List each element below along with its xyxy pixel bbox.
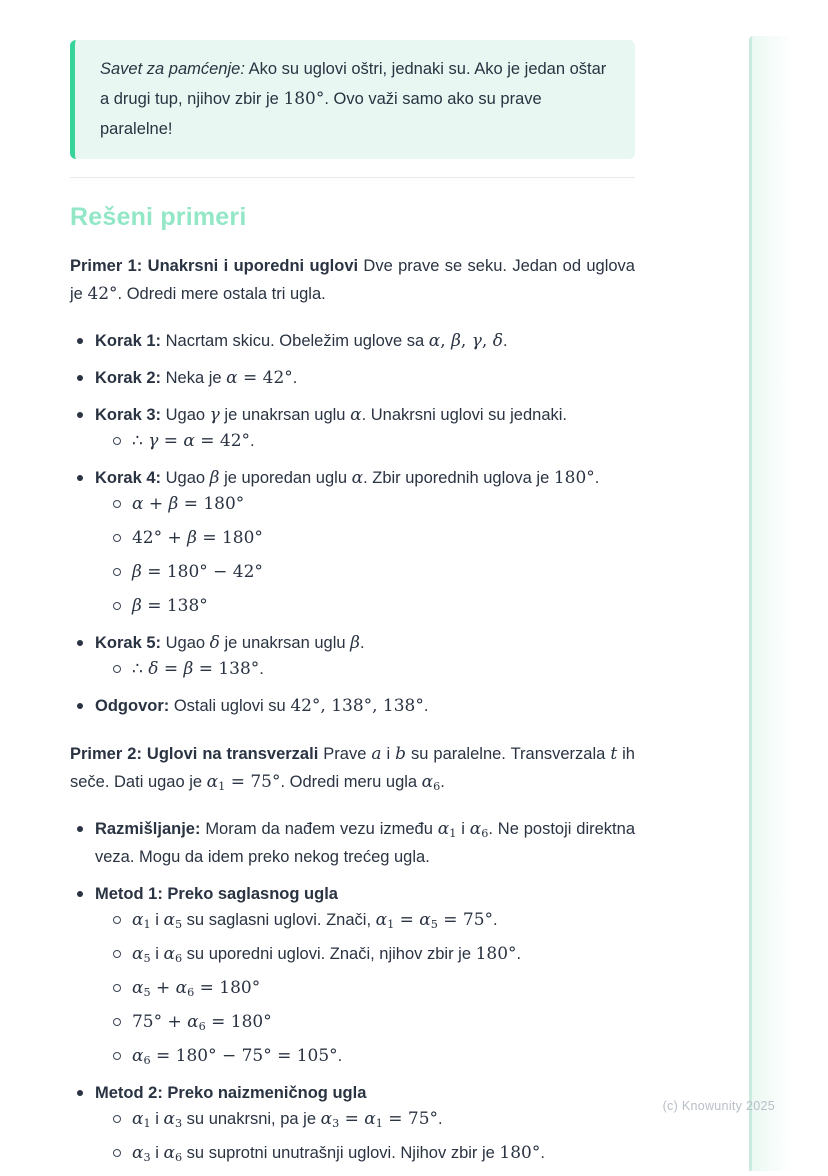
math-text: α: [187, 1012, 199, 1032]
text-segment: su paralelne. Transverzala: [406, 745, 611, 763]
math-text: α: [132, 910, 144, 930]
math-text: α: [163, 1109, 175, 1129]
text-segment: . Zbir uporednih uglova je: [363, 469, 554, 487]
tip-callout: [70, 40, 635, 159]
list-item: [70, 1079, 635, 1167]
page-content: [70, 40, 635, 1176]
text-segment: ih seče. Dati ugao je: [70, 745, 635, 791]
math-text: α = 42°: [226, 368, 293, 388]
bold-text: Korak 2:: [95, 369, 162, 387]
list-item: [70, 880, 635, 1070]
bold-text: Korak 4:: [95, 469, 162, 487]
math-text: = 75°: [437, 910, 494, 930]
text-segment: i: [456, 820, 470, 838]
bold-text: Razmišljanje:: [95, 820, 201, 838]
math-subscript: 5: [143, 985, 151, 999]
text-segment: Ugao: [161, 406, 210, 424]
sub-list-item: [107, 1139, 635, 1167]
text-segment: .: [259, 660, 264, 678]
math-text: ∴ δ = β = 138°: [132, 659, 260, 679]
math-text: 42° + β = 180°: [132, 528, 263, 548]
math-text: β = 180° − 42°: [132, 562, 263, 582]
text-segment: Ugao: [161, 469, 210, 487]
math-text: b: [395, 744, 407, 764]
sub-list: [95, 1105, 635, 1167]
primer-1-paragraph: [70, 252, 635, 308]
text-segment: .: [516, 945, 522, 963]
bold-text: Odgovor:: [95, 697, 170, 715]
bold-text: Korak 1:: [95, 332, 162, 350]
text-segment: Dve prave se seku. Jedan od uglova je: [70, 257, 635, 303]
sub-list-item: [107, 1008, 635, 1036]
section-divider: [70, 177, 635, 178]
text-segment: .: [359, 634, 365, 652]
list-item: [70, 692, 635, 720]
math-text: a: [371, 744, 382, 764]
text-segment: Ugao: [161, 634, 210, 652]
math-subscript: 6: [143, 1053, 151, 1067]
sub-list: [95, 906, 635, 1070]
text-segment: .: [438, 1110, 443, 1128]
list-item: [70, 629, 635, 683]
text-segment: . Ne postoji direktna veza. Mogu da idem preko nekog trećeg ugla.: [95, 820, 635, 866]
math-subscript: 6: [198, 1019, 206, 1033]
bold-text: Metod 1: Preko saglasnog ugla: [95, 885, 338, 903]
math-subscript: 6: [481, 826, 489, 840]
text-segment: Nacrtam skicu. Obeležim uglove sa: [161, 332, 429, 350]
list-item: [70, 327, 635, 355]
text-segment: i: [150, 1144, 164, 1162]
math-text: 180°: [475, 944, 517, 964]
text-segment: . Unakrsni uglovi su jednaki.: [361, 406, 567, 424]
math-subscript: 1: [387, 917, 395, 931]
math-text: α: [163, 910, 175, 930]
math-text: 42°: [87, 284, 118, 304]
text-segment: Neka je: [161, 369, 227, 387]
math-text: α: [421, 772, 434, 792]
text-segment: su saglasni uglovi. Znači,: [182, 911, 376, 929]
text-segment: .: [493, 911, 498, 929]
math-text: α: [364, 1109, 376, 1129]
math-subscript: 5: [174, 917, 183, 931]
math-text: 42°, 138°, 138°: [290, 696, 424, 716]
text-segment: je unakrsan uglu: [219, 406, 351, 424]
tip-callout-text: [100, 54, 610, 144]
list-item: [70, 815, 635, 871]
text-segment: .: [292, 369, 298, 387]
math-text: β: [209, 468, 220, 488]
math-subscript: 6: [174, 1150, 183, 1164]
math-subscript: 1: [375, 1116, 383, 1130]
math-text: t: [610, 744, 618, 764]
text-segment: Ostali uglovi su: [169, 697, 291, 715]
sub-list-item: [107, 1042, 635, 1070]
math-text: = 180° − 75° = 105°: [150, 1046, 338, 1066]
copyright-text: (c) Knowunity 2025: [662, 1099, 775, 1113]
math-text: = 180°: [194, 978, 261, 998]
math-text: 180°: [283, 89, 325, 109]
math-subscript: 1: [143, 1116, 151, 1130]
list-item: [70, 364, 635, 392]
math-text: δ: [209, 633, 220, 653]
text-segment: i: [150, 945, 164, 963]
section-title: Rešeni primeri: [70, 203, 247, 231]
sub-list-item: [107, 940, 635, 968]
math-subscript: 1: [143, 917, 151, 931]
bold-text: Metod 2: Preko naizmeničnog ugla: [95, 1084, 367, 1102]
sub-list-item: [107, 524, 635, 552]
sub-list-item: [107, 592, 635, 620]
sub-list: [95, 490, 635, 620]
math-text: β: [350, 633, 360, 653]
math-text: 180°: [499, 1143, 541, 1163]
math-subscript: 6: [433, 779, 441, 793]
math-text: γ: [209, 405, 220, 425]
math-text: α: [132, 1046, 144, 1066]
sub-list-item: [107, 427, 635, 455]
content-blocks: [70, 252, 635, 1167]
bold-text: Korak 5:: [95, 634, 162, 652]
sub-list: [95, 427, 635, 455]
text-segment: i: [150, 1110, 164, 1128]
math-text: β = 138°: [132, 596, 208, 616]
text-segment: .: [502, 332, 508, 350]
sub-list-item: [107, 655, 635, 683]
text-segment: .: [423, 697, 429, 715]
math-subscript: 1: [449, 826, 457, 840]
bullet-list: [70, 327, 635, 720]
bold-text: Korak 3:: [95, 406, 162, 424]
math-text: α: [206, 772, 219, 792]
math-text: α: [469, 819, 482, 839]
math-text: 180°: [553, 468, 595, 488]
math-text: α: [437, 819, 450, 839]
math-subscript: 1: [218, 779, 226, 793]
math-text: α: [350, 405, 362, 425]
math-text: 75° +: [132, 1012, 188, 1032]
sub-list-item: [107, 490, 635, 518]
math-subscript: 3: [143, 1150, 151, 1164]
math-text: α: [419, 910, 431, 930]
list-item: [70, 401, 635, 455]
math-text: α: [351, 468, 364, 488]
math-text: ∴ γ = α = 42°: [132, 431, 251, 451]
sub-list-item: [107, 974, 635, 1002]
text-segment: je unakrsan uglu: [219, 634, 351, 652]
sub-list-item: [107, 558, 635, 586]
text-segment: su suprotni unutrašnji uglovi. Njihov zbir je: [182, 1144, 500, 1162]
text-segment: Ako su uglovi oštri, jednaki su. Ako je jedan oštar a drugi tup, njihov zbir je: [100, 60, 607, 108]
math-text: α: [132, 944, 144, 964]
math-subscript: 5: [430, 917, 438, 931]
text-segment: i: [150, 911, 164, 929]
math-text: = 180°: [205, 1012, 272, 1032]
math-text: α: [175, 978, 188, 998]
math-text: α: [320, 1109, 333, 1129]
math-text: α, β, γ, δ: [428, 331, 503, 351]
bold-text: Primer 1: Unakrsni i uporedni uglovi: [70, 257, 359, 275]
text-segment: su uporedni uglovi. Znači, njihov zbir je: [182, 945, 476, 963]
decorative-stripe: [749, 36, 790, 1171]
math-subscript: 3: [174, 1116, 183, 1130]
text-segment: .: [337, 1047, 343, 1065]
math-text: =: [339, 1109, 365, 1129]
math-subscript: 5: [143, 951, 151, 965]
math-text: α: [132, 978, 144, 998]
text-segment: .: [540, 1144, 545, 1162]
text-segment: Prave: [318, 745, 372, 763]
text-segment: .: [594, 469, 600, 487]
math-text: = 75°: [225, 772, 281, 792]
math-text: +: [150, 978, 176, 998]
math-subscript: 6: [174, 951, 183, 965]
math-text: α: [163, 944, 175, 964]
text-segment: .: [440, 773, 445, 791]
text-segment: i: [381, 745, 396, 763]
sub-list-item: [107, 1105, 635, 1133]
text-segment: . Ovo važi samo ako su prave paralelne!: [100, 90, 542, 138]
math-text: α: [163, 1143, 175, 1163]
text-segment: . Odredi meru ugla: [280, 773, 422, 791]
math-subscript: 3: [332, 1116, 340, 1130]
math-text: α: [132, 1143, 144, 1163]
math-text: α + β = 180°: [132, 494, 245, 514]
math-text: α: [375, 910, 388, 930]
math-text: =: [394, 910, 420, 930]
math-text: α: [132, 1109, 144, 1129]
bold-text: Primer 2: Uglovi na transverzali: [70, 745, 319, 763]
italic-text: Savet za pamćenje:: [100, 60, 245, 78]
sub-list-item: [107, 906, 635, 934]
text-segment: je uporedan uglu: [219, 469, 352, 487]
math-text: = 75°: [382, 1109, 439, 1129]
text-segment: .: [250, 432, 255, 450]
text-segment: Moram da nađem vezu između: [200, 820, 438, 838]
math-subscript: 6: [187, 985, 195, 999]
bullet-list: [70, 815, 635, 1167]
text-segment: . Odredi mere ostala tri ugla.: [117, 285, 326, 303]
text-segment: su unakrsni, pa je: [182, 1110, 321, 1128]
sub-list: [95, 655, 635, 683]
list-item: [70, 464, 635, 620]
primer-2-paragraph: [70, 740, 635, 796]
